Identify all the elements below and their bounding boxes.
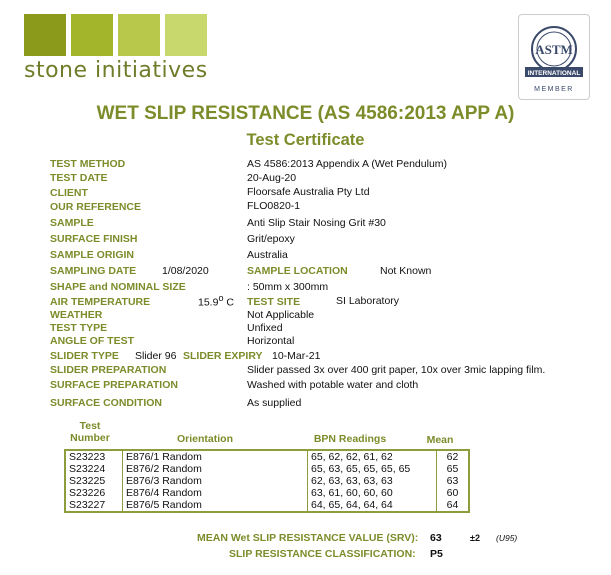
- test-number-cell: S23224: [65, 463, 123, 475]
- classification-value: P5: [430, 548, 443, 560]
- test-number-header-line2: Number: [70, 432, 110, 444]
- orientation-cell: E876/3 Random: [123, 475, 308, 487]
- slider-type-label: SLIDER TYPE: [50, 350, 119, 362]
- mean-cell: 62: [446, 451, 459, 463]
- test-number-cell: S23227: [65, 499, 123, 512]
- test-method-label: TEST METHOD: [50, 158, 126, 170]
- mean-cell: 63: [446, 475, 459, 487]
- table-row: [65, 463, 469, 475]
- test-number-cell: S23225: [65, 475, 123, 487]
- sample-origin-value: Australia: [247, 249, 288, 261]
- air-temperature-number: 15.9: [198, 296, 219, 309]
- our-reference-label: OUR REFERENCE: [50, 201, 142, 213]
- logo-square-3: [118, 14, 160, 56]
- srv-label: MEAN Wet SLIP RESISTANCE VALUE (SRV):: [197, 532, 419, 544]
- results-table: [64, 449, 470, 513]
- astm-seal-icon: [519, 15, 589, 99]
- test-number-header-line1: Test: [79, 420, 101, 432]
- srv-uncertainty: ±2: [470, 533, 480, 543]
- test-site-value: SI Laboratory: [336, 295, 400, 307]
- bpn-readings-cell: 65, 63, 65, 65, 65, 65: [308, 463, 437, 475]
- svg-text:ASTM: ASTM: [535, 42, 573, 57]
- results-table-body: [65, 450, 469, 512]
- svg-text:INTERNATIONAL: INTERNATIONAL: [527, 70, 581, 77]
- client-value: Floorsafe Australia Pty Ltd: [247, 186, 370, 198]
- sample-origin-label: SAMPLE ORIGIN: [50, 249, 135, 261]
- table-row: [65, 499, 469, 512]
- logo-wordmark: stone initiatives: [24, 58, 208, 83]
- test-date-label: TEST DATE: [50, 172, 108, 184]
- slider-type-value: Slider 96: [135, 350, 177, 362]
- mean-cell: 64: [446, 499, 459, 511]
- surface-finish-label: SURFACE FINISH: [50, 233, 138, 245]
- classification-label: SLIP RESISTANCE CLASSIFICATION:: [229, 548, 416, 560]
- sampling-date-label: SAMPLING DATE: [50, 265, 137, 277]
- test-method-value: AS 4586:2013 Appendix A (Wet Pendulum): [247, 158, 448, 170]
- test-site-label: TEST SITE: [247, 296, 301, 308]
- srv-value: 63: [430, 532, 442, 544]
- certificate-subtitle: Test Certificate: [246, 131, 365, 149]
- srv-unit: (U95): [496, 533, 518, 543]
- bpn-readings-cell: 63, 61, 60, 60, 60: [308, 487, 437, 499]
- surface-condition-label: SURFACE CONDITION: [50, 397, 163, 409]
- test-number-header: [64, 420, 116, 444]
- table-row: [65, 475, 469, 487]
- sample-location-label: SAMPLE LOCATION: [247, 265, 348, 277]
- test-type-value: Unfixed: [247, 322, 283, 334]
- sampling-date-value: 1/08/2020: [162, 265, 209, 277]
- surface-preparation-value: Washed with potable water and cloth: [247, 379, 419, 391]
- orientation-cell: E876/4 Random: [123, 487, 308, 499]
- slider-preparation-value: Slider passed 3x over 400 grit paper, 10x over 3mic lapping film.: [247, 364, 546, 376]
- table-row: [65, 450, 469, 463]
- slider-expiry-label: SLIDER EXPIRY: [183, 350, 263, 362]
- air-temperature-value: [198, 293, 234, 309]
- mean-header: Mean: [426, 434, 454, 446]
- logo-square-4: [165, 14, 207, 56]
- sample-value: Anti Slip Stair Nosing Grit #30: [247, 217, 386, 229]
- orientation-cell: E876/5 Random: [123, 499, 308, 512]
- angle-of-test-value: Horizontal: [247, 335, 295, 347]
- air-temperature-unit: C: [226, 296, 234, 309]
- sample-label: SAMPLE: [50, 217, 94, 229]
- surface-preparation-label: SURFACE PREPARATION: [50, 379, 178, 391]
- slider-preparation-label: SLIDER PREPARATION: [50, 364, 167, 376]
- air-temperature-label: AIR TEMPERATURE: [50, 296, 151, 308]
- bpn-readings-cell: 62, 63, 63, 63, 63: [308, 475, 437, 487]
- orientation-header: Orientation: [176, 433, 233, 445]
- test-number-cell: S23226: [65, 487, 123, 499]
- mean-cell: 60: [446, 487, 459, 499]
- orientation-cell: E876/1 Random: [123, 450, 308, 463]
- logo-square-1: [24, 14, 66, 56]
- degree-symbol: o: [218, 293, 224, 303]
- orientation-cell: E876/2 Random: [123, 463, 308, 475]
- weather-value: Not Applicable: [247, 309, 315, 321]
- sample-location-value: Not Known: [380, 265, 432, 277]
- bpn-readings-cell: 64, 65, 64, 64, 64: [308, 499, 437, 512]
- certificate-title: WET SLIP RESISTANCE (AS 4586:2013 APP A): [96, 103, 515, 124]
- surface-finish-value: Grit/epoxy: [247, 233, 295, 245]
- slider-expiry-value: 10-Mar-21: [272, 350, 321, 362]
- table-row: [65, 487, 469, 499]
- shape-size-label: SHAPE and NOMINAL SIZE: [50, 281, 186, 293]
- shape-size-value: : 50mm x 300mm: [247, 281, 329, 293]
- angle-of-test-label: ANGLE OF TEST: [50, 335, 134, 347]
- client-label: CLIENT: [50, 187, 88, 199]
- surface-condition-value: As supplied: [247, 397, 302, 409]
- astm-member-badge: [518, 14, 590, 100]
- logo-square-2: [71, 14, 113, 56]
- bpn-readings-cell: 65, 62, 62, 61, 62: [308, 450, 437, 463]
- our-reference-value: FLO0820-1: [247, 200, 301, 212]
- test-number-cell: S23223: [65, 450, 123, 463]
- svg-text:MEMBER: MEMBER: [534, 86, 574, 93]
- bpn-readings-header: BPN Readings: [313, 433, 387, 445]
- mean-cell: 65: [446, 463, 459, 475]
- weather-label: WEATHER: [50, 309, 103, 321]
- test-type-label: TEST TYPE: [50, 322, 108, 334]
- test-date-value: 20-Aug-20: [247, 172, 297, 184]
